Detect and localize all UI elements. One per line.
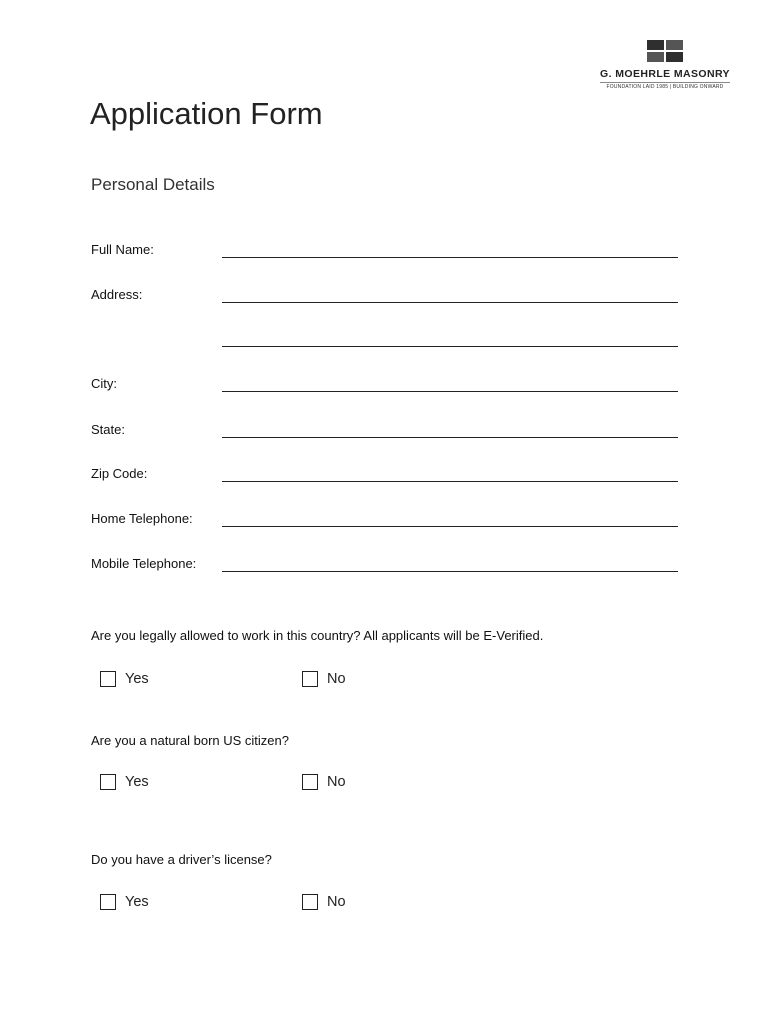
option-label: No xyxy=(327,671,346,687)
field-label: Address: xyxy=(91,287,143,302)
checkbox-icon[interactable] xyxy=(100,671,116,687)
option-label: Yes xyxy=(125,774,149,790)
option-citizen-yes[interactable] xyxy=(100,772,149,792)
field-label: Full Name: xyxy=(91,242,154,257)
field-city xyxy=(91,376,681,398)
company-logo xyxy=(600,40,730,90)
home-telephone-line[interactable] xyxy=(222,526,678,527)
field-address xyxy=(91,287,681,309)
question-us-citizen: Are you a natural born US citizen? xyxy=(91,733,289,748)
field-full-name xyxy=(91,242,681,264)
option-work-yes[interactable] xyxy=(100,669,149,689)
logo-name: G. MOEHRLE MASONRY xyxy=(600,68,730,80)
option-license-yes[interactable] xyxy=(100,892,149,912)
full-name-line[interactable] xyxy=(222,257,678,258)
checkbox-icon[interactable] xyxy=(302,774,318,790)
mobile-telephone-line[interactable] xyxy=(222,571,678,572)
field-address-2 xyxy=(91,331,681,353)
option-label: Yes xyxy=(125,671,149,687)
question-work-authorization: Are you legally allowed to work in this country? All applicants will be E-Verified. xyxy=(91,628,544,643)
field-label: Home Telephone: xyxy=(91,511,193,526)
checkbox-icon[interactable] xyxy=(100,894,116,910)
field-label: City: xyxy=(91,376,117,391)
page-title: Application Form xyxy=(90,96,323,131)
question-drivers-license: Do you have a driver’s license? xyxy=(91,852,272,867)
option-work-no[interactable] xyxy=(302,669,346,689)
checkbox-icon[interactable] xyxy=(100,774,116,790)
field-label: Mobile Telephone: xyxy=(91,556,197,571)
checkbox-icon[interactable] xyxy=(302,894,318,910)
option-label: Yes xyxy=(125,894,149,910)
field-label: Zip Code: xyxy=(91,466,148,481)
checkbox-icon[interactable] xyxy=(302,671,318,687)
field-zip-code xyxy=(91,466,681,488)
option-citizen-no[interactable] xyxy=(302,772,346,792)
zip-code-line[interactable] xyxy=(222,481,678,482)
field-home-telephone xyxy=(91,511,681,533)
section-title: Personal Details xyxy=(91,175,215,194)
state-line[interactable] xyxy=(222,437,678,438)
field-mobile-telephone xyxy=(91,556,681,578)
address-line-2[interactable] xyxy=(222,346,678,347)
option-license-no[interactable] xyxy=(302,892,346,912)
logo-tagline: FOUNDATION LAID 1985 | BUILDING ONWARD xyxy=(600,82,730,90)
option-label: No xyxy=(327,894,346,910)
city-line[interactable] xyxy=(222,391,678,392)
option-label: No xyxy=(327,774,346,790)
field-state xyxy=(91,422,681,444)
address-line-1[interactable] xyxy=(222,302,678,303)
logo-mark-icon xyxy=(647,40,683,62)
field-label: State: xyxy=(91,422,125,437)
